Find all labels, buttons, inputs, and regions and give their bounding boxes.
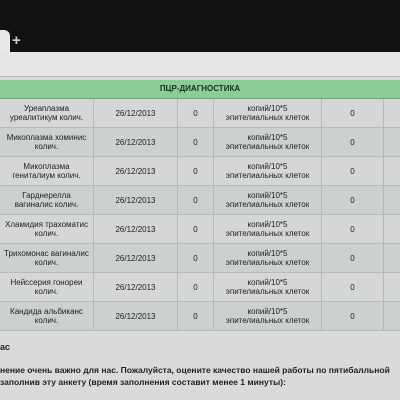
survey-text-line1: нение очень важно для нас. Пожалуйста, оцените качество нашей работы по пятибалльной	[0, 365, 390, 375]
result-value-cell: 0	[178, 157, 214, 185]
table-row	[0, 215, 400, 244]
unit-cell: копий/10*5 эпителиальных клеток	[214, 244, 322, 272]
section-title: ПЦР-ДИАГНОСТИКА	[0, 80, 400, 99]
survey-text-line2: заполнив эту анкету (время заполнения составит менее 1 минуты):	[0, 377, 286, 387]
results-table	[0, 99, 400, 331]
trailing-cell	[384, 302, 400, 330]
date-cell: 26/12/2013	[94, 157, 178, 185]
unit-cell: копий/10*5 эпителиальных клеток	[214, 215, 322, 243]
table-row	[0, 302, 400, 331]
result-value-cell: 0	[178, 186, 214, 214]
table-row	[0, 99, 400, 128]
result-value-cell: 0	[178, 128, 214, 156]
test-name-cell: Кандида альбиканс колич.	[0, 302, 94, 330]
unit-cell: копий/10*5 эпителиальных клеток	[214, 302, 322, 330]
reference-cell: 0	[322, 273, 384, 301]
top-strip	[0, 52, 400, 77]
date-cell: 26/12/2013	[94, 273, 178, 301]
reference-cell: 0	[322, 302, 384, 330]
unit-cell: копий/10*5 эпителиальных клеток	[214, 99, 322, 127]
trailing-cell	[384, 157, 400, 185]
unit-cell: копий/10*5 эпителиальных клеток	[214, 128, 322, 156]
table-row	[0, 157, 400, 186]
result-value-cell: 0	[178, 215, 214, 243]
reference-cell: 0	[322, 128, 384, 156]
new-tab-button[interactable]: +	[12, 32, 21, 49]
test-name-cell: Трихомонас вагиналис колич.	[0, 244, 94, 272]
browser-tab[interactable]	[0, 30, 10, 52]
table-row	[0, 273, 400, 302]
date-cell: 26/12/2013	[94, 302, 178, 330]
trailing-cell	[384, 244, 400, 272]
date-cell: 26/12/2013	[94, 215, 178, 243]
date-cell: 26/12/2013	[94, 186, 178, 214]
table-row	[0, 186, 400, 215]
result-value-cell: 0	[178, 273, 214, 301]
reference-cell: 0	[322, 186, 384, 214]
result-value-cell: 0	[178, 99, 214, 127]
trailing-cell	[384, 215, 400, 243]
test-name-cell: Нейссерия гонореи колич.	[0, 273, 94, 301]
test-name-cell: Гарднерелла вагиналис колич.	[0, 186, 94, 214]
date-cell: 26/12/2013	[94, 128, 178, 156]
test-name-cell: Хламидия трахоматис колич.	[0, 215, 94, 243]
trailing-cell	[384, 186, 400, 214]
date-cell: 26/12/2013	[94, 244, 178, 272]
reference-cell: 0	[322, 244, 384, 272]
test-name-cell: Микоплазма хоминис колич.	[0, 128, 94, 156]
unit-cell: копий/10*5 эпителиальных клеток	[214, 273, 322, 301]
table-row	[0, 128, 400, 157]
trailing-cell	[384, 99, 400, 127]
survey-text	[0, 364, 400, 388]
reference-cell: 0	[322, 215, 384, 243]
trailing-cell	[384, 273, 400, 301]
table-row	[0, 244, 400, 273]
page-content	[0, 52, 400, 400]
test-name-cell: Микоплазма гениталиум колич.	[0, 157, 94, 185]
test-name-cell: Уреаплазма уреалитикум колич.	[0, 99, 94, 127]
trailing-cell	[384, 128, 400, 156]
unit-cell: копий/10*5 эпителиальных клеток	[214, 186, 322, 214]
result-value-cell: 0	[178, 244, 214, 272]
unit-cell: копий/10*5 эпителиальных клеток	[214, 157, 322, 185]
footer-title: ас	[0, 342, 11, 352]
reference-cell: 0	[322, 157, 384, 185]
result-value-cell: 0	[178, 302, 214, 330]
date-cell: 26/12/2013	[94, 99, 178, 127]
reference-cell: 0	[322, 99, 384, 127]
browser-tab-bar	[0, 0, 400, 52]
